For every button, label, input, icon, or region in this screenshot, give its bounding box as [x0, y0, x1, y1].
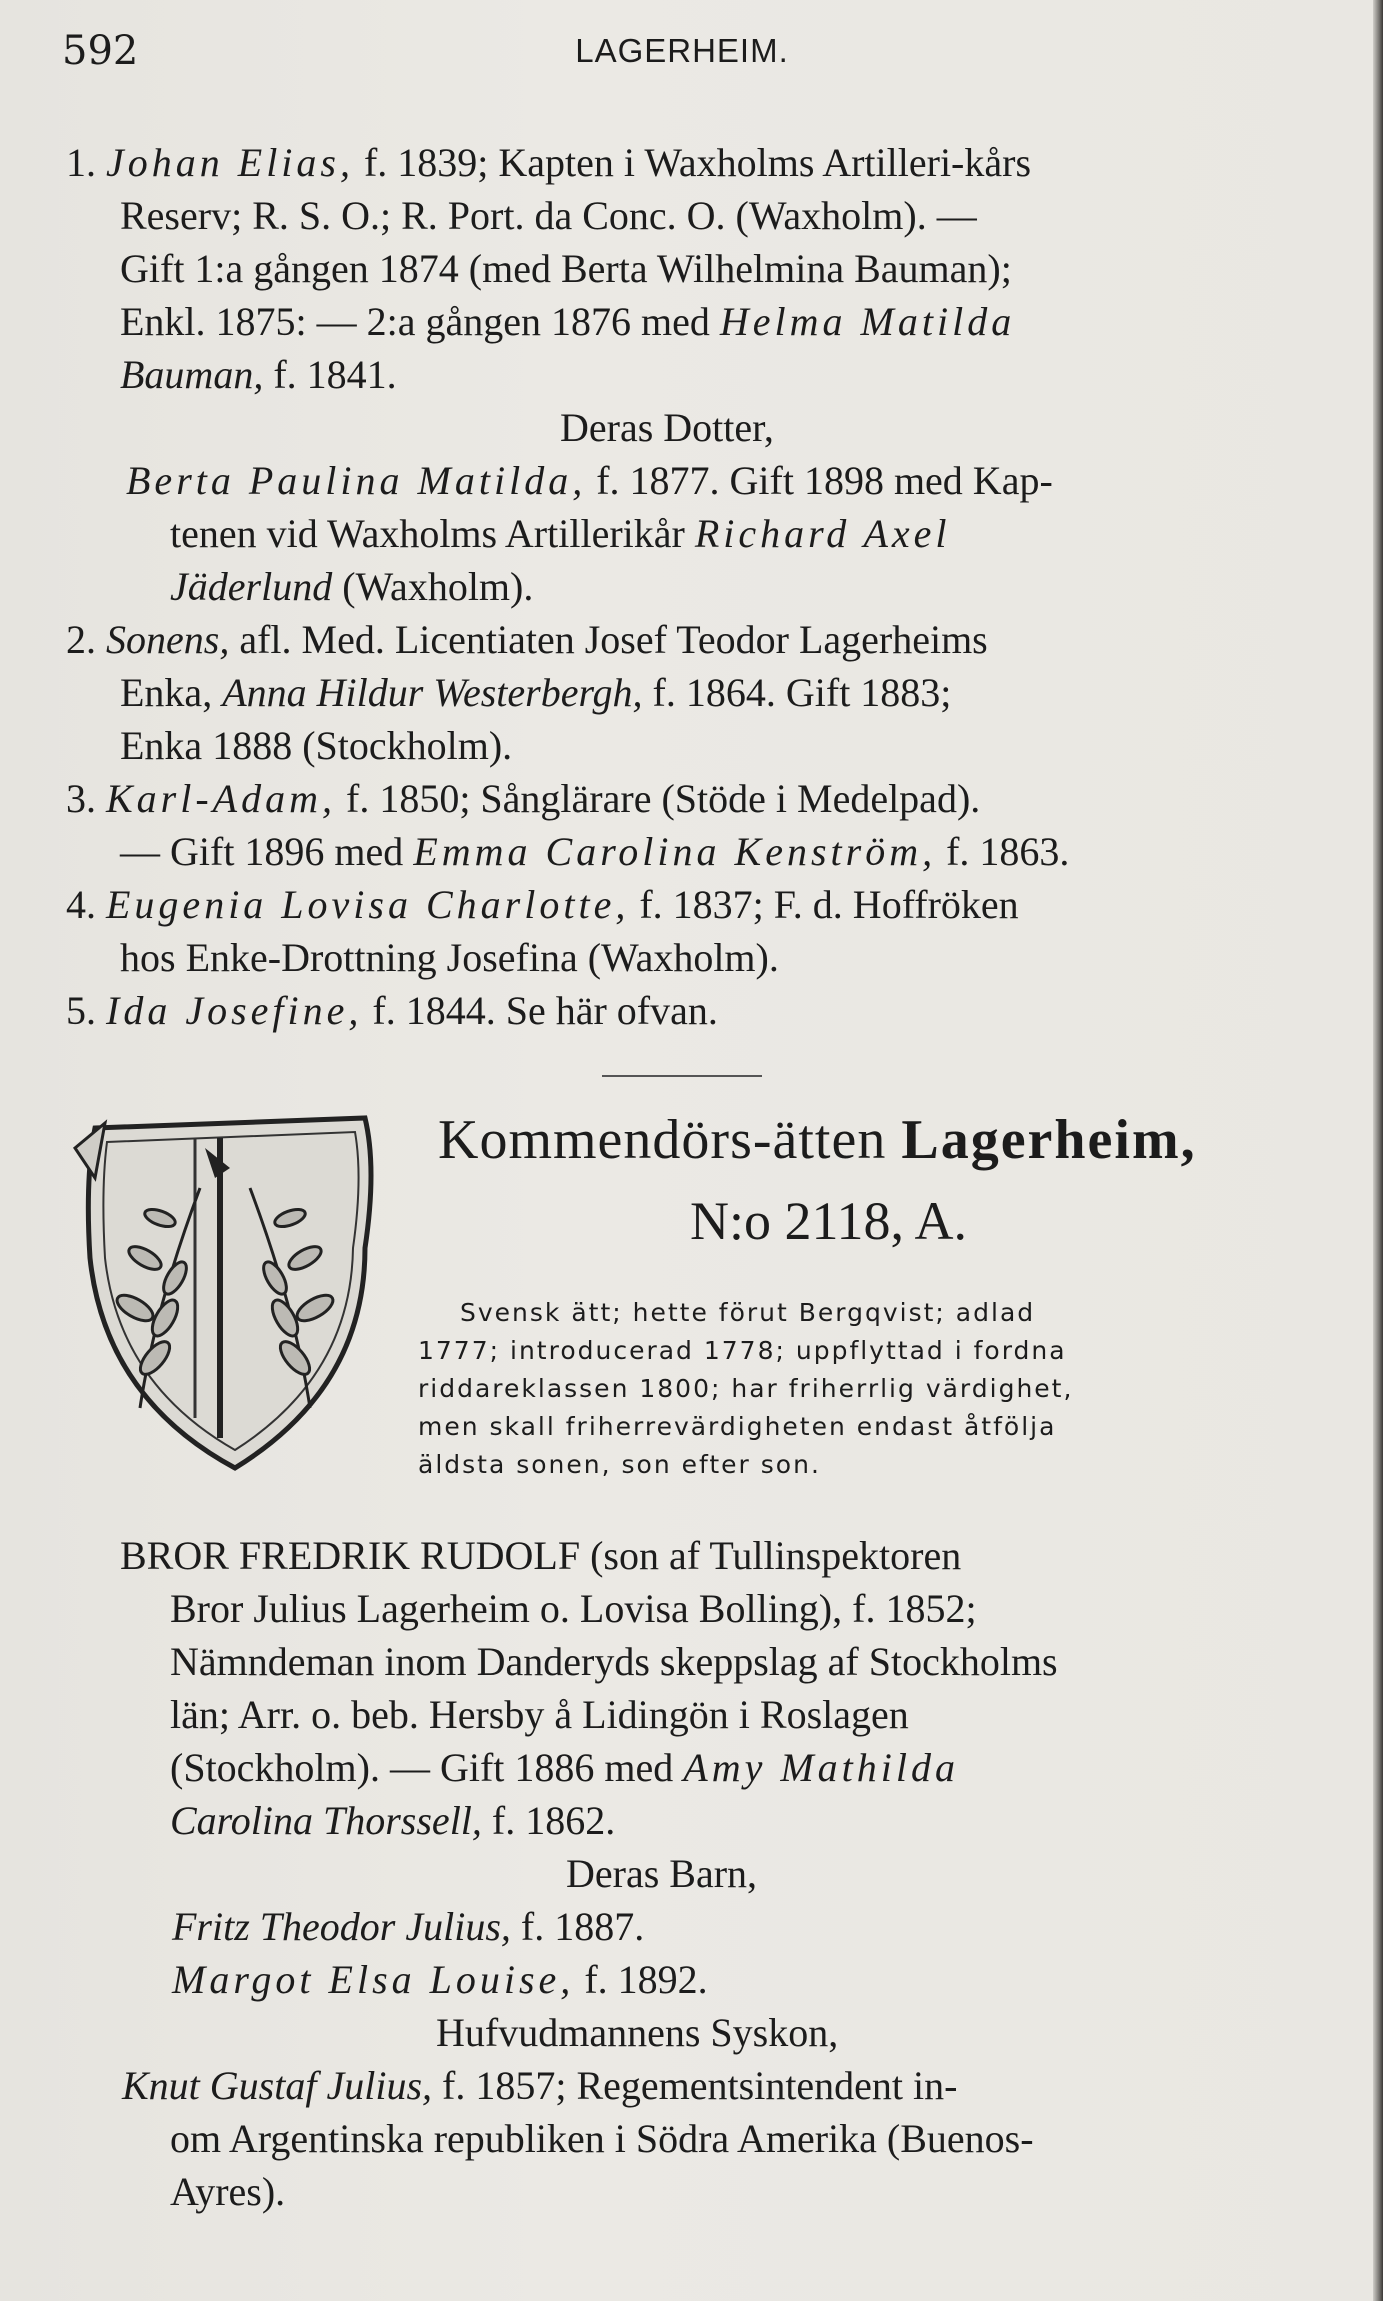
page-number: 592	[62, 28, 139, 74]
entry-2-line-1: 2. Sonens, afl. Med. Licentiaten Josef Teodor Lagerheims	[66, 617, 988, 662]
desc-line-5: äldsta sonen, son efter son.	[418, 1450, 821, 1479]
entry-1-line-8: tenen vid Waxholms Artillerikår Richard Axel	[170, 511, 951, 556]
bror-line-8: Fritz Theodor Julius, f. 1887.	[172, 1904, 645, 1949]
entry-1-line-2: Reserv; R. S. O.; R. Port. da Conc. O. (Waxholm). —	[120, 193, 977, 238]
entry-2-line-2: Enka, Anna Hildur Westerbergh, f. 1864. Gift 1883;	[120, 670, 952, 715]
running-title: LAGERHEIM.	[575, 32, 789, 69]
bror-line-7: Deras Barn,	[566, 1851, 758, 1896]
entry-3-line-1: 3. Karl-Adam, f. 1850; Sånglärare (Stöde i Medelpad).	[66, 776, 981, 821]
page-header	[62, 28, 1302, 88]
coat-of-arms-shield-icon	[65, 1108, 385, 1488]
bror-line-12: om Argentinska republiken i Södra Amerika (Buenos-	[170, 2116, 1034, 2161]
section-title: Kommendörs-ätten Lagerheim,	[438, 1109, 1197, 1171]
entry-1-line-6: Deras Dotter,	[560, 405, 774, 450]
bror-line-11: Knut Gustaf Julius, f. 1857; Regementsintendent in-	[122, 2063, 958, 2108]
section-subtitle: N:o 2118, A.	[690, 1191, 968, 1251]
entry-1-line-7: Berta Paulina Matilda, f. 1877. Gift 1898 med Kap-	[126, 458, 1053, 503]
entry-1-line-3: Gift 1:a gången 1874 (med Berta Wilhelmina Bauman);	[120, 246, 1012, 291]
section-divider	[602, 1075, 762, 1077]
desc-line-1: Svensk ätt; hette förut Bergqvist; adlad	[460, 1298, 1036, 1327]
desc-line-3: riddareklassen 1800; har friherrlig värdighet,	[418, 1374, 1074, 1403]
entry-5-line-1: 5. Ida Josefine, f. 1844. Se här ofvan.	[66, 988, 718, 1033]
bror-line-3: Nämndeman inom Danderyds skeppslag af Stockholms	[170, 1639, 1058, 1684]
bror-line-9: Margot Elsa Louise, f. 1892.	[172, 1957, 708, 2002]
entry-1-line-1: 1. Johan Elias, f. 1839; Kapten i Waxholms Artilleri-kårs	[66, 140, 1032, 185]
bror-line-6: Carolina Thorssell, f. 1862.	[170, 1798, 616, 1843]
bror-line-5: (Stockholm). — Gift 1886 med Amy Mathilda	[170, 1745, 960, 1790]
bror-line-13: Ayres).	[170, 2169, 286, 2214]
bror-line-2: Bror Julius Lagerheim o. Lovisa Bolling), f. 1852;	[170, 1586, 977, 1631]
bror-line-4: län; Arr. o. beb. Hersby å Lidingön i Roslagen	[170, 1692, 909, 1737]
bror-line-10: Hufvudmannens Syskon,	[436, 2010, 839, 2055]
desc-line-4: men skall friherrevärdigheten endast åtfölja	[418, 1412, 1057, 1441]
entry-2-line-3: Enka 1888 (Stockholm).	[120, 723, 513, 768]
page-edge-shadow	[1373, 0, 1383, 2301]
entry-4-line-1: 4. Eugenia Lovisa Charlotte, f. 1837; F. d. Hoffröken	[66, 882, 1019, 927]
bror-line-1: BROR FREDRIK RUDOLF (son af Tullinspektoren	[120, 1533, 962, 1578]
entry-3-line-2: — Gift 1896 med Emma Carolina Kenström, f. 1863.	[120, 829, 1070, 874]
entry-1-line-5: Bauman, f. 1841.	[120, 352, 397, 397]
entry-1-line-4: Enkl. 1875: — 2:a gången 1876 med Helma Matilda	[120, 299, 1016, 344]
desc-line-2: 1777; introducerad 1778; uppflyttad i fordna	[418, 1336, 1067, 1365]
entry-1-line-9: Jäderlund (Waxholm).	[170, 564, 534, 609]
entry-4-line-2: hos Enke-Drottning Josefina (Waxholm).	[120, 935, 779, 980]
